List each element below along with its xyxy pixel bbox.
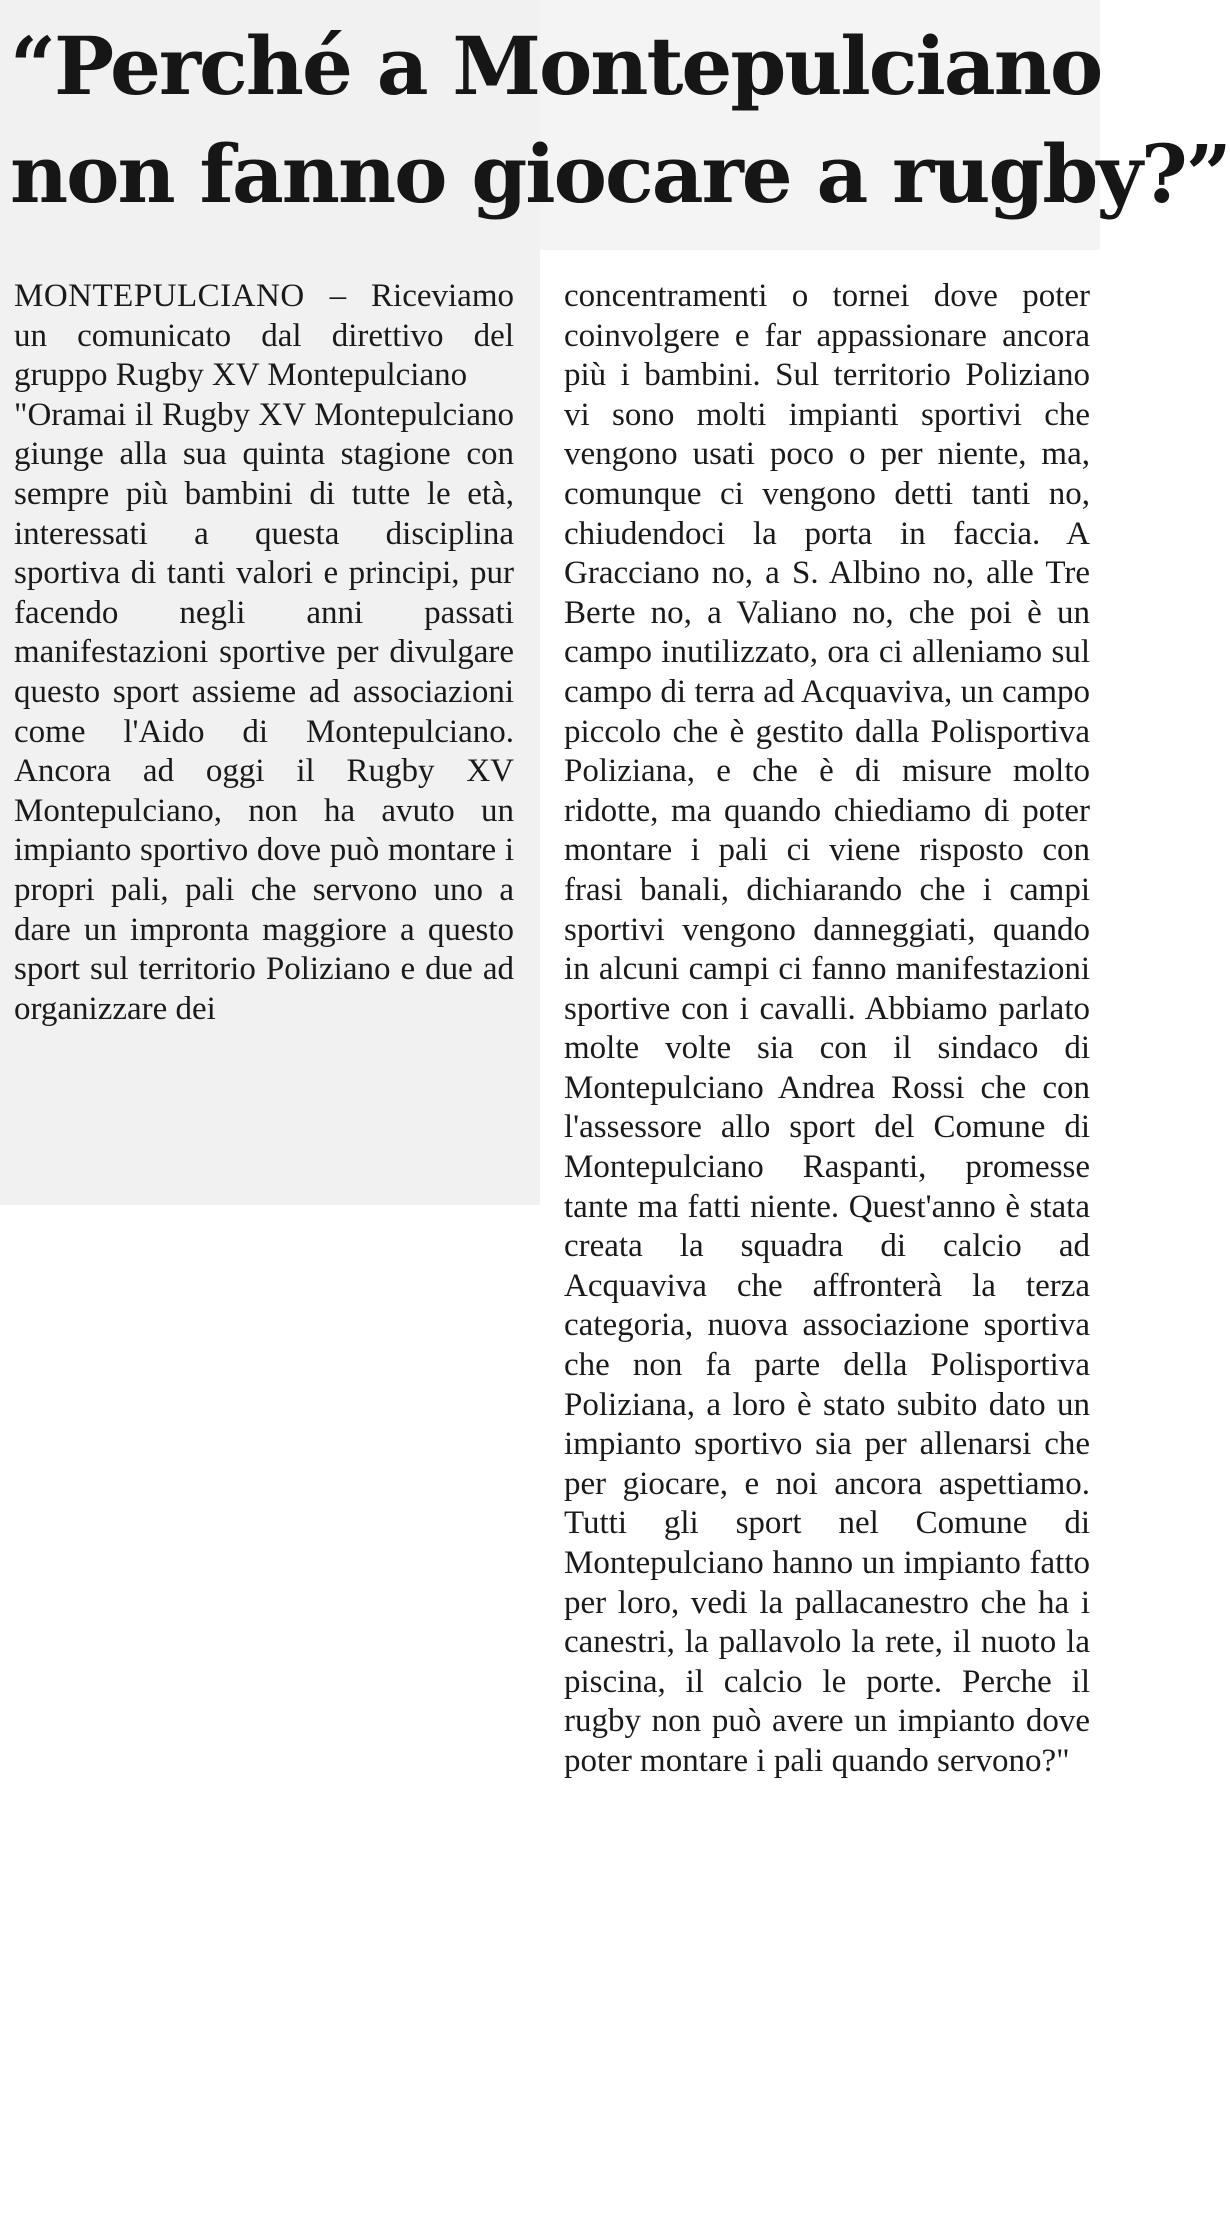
- dateline: MONTEPULCIANO: [14, 278, 305, 314]
- article-column-left: [14, 277, 514, 1029]
- intro-text: – Riceviamo un comunicato dal direttivo del gruppo Rugby XV Montepulciano: [14, 278, 514, 394]
- article-intro: [14, 277, 514, 396]
- article-column-right: [564, 277, 1090, 1782]
- headline-line-1: “Perché a Montepulciano: [10, 19, 1102, 113]
- article-body-right: concentramenti o tornei dove poter coinvolgere e far appassionare ancora più i bambini. Sul territorio Poliziano vi sono molti impianti sportivi che vengono usati poco o per niente, ma, comunque ci vengono detti tanti no, chiudendoci la porta in faccia. A Gracciano no, a S. Albino no, alle Tre Berte no, a Valiano no, che poi è un campo inutilizzato, ora ci alleniamo sul campo di terra ad Acquaviva, un campo piccolo che è gestito dalla Polisportiva Poliziana, e che è di misure molto ridotte, ma quando chiediamo di poter montare i pali ci viene risposto con frasi banali, dichiarando che i campi sportivi vengono danneggiati, quando in alcuni campi ci fanno manifestazioni sportive con i cavalli. Abbiamo parlato molte volte sia con il sindaco di Montepulciano Andrea Rossi che con l'assessore allo sport del Comune di Montepulciano Raspanti, promesse tante ma fatti niente. Quest'anno è stata creata la squadra di calcio ad Acquaviva che affronterà la terza categoria, nuova associazione sportiva che non fa parte della Polisportiva Poliziana, a loro è stato subito dato un impianto sportivo sia per allenarsi che per giocare, e noi ancora aspettiamo. Tutti gli sport nel Comune di Montepulciano hanno un impianto fatto per loro, vedi la pallacanestro che ha i canestri, la pallavolo la rete, il nuoto la piscina, il calcio le porte. Perche il rugby non può avere un impianto dove poter montare i pali quando servono?": [564, 278, 1090, 1779]
- article-headline: [10, 12, 1230, 228]
- headline-line-2: non fanno giocare a rugby?”: [10, 127, 1230, 221]
- article-body-left: "Oramai il Rugby XV Montepulciano giunge alla sua quinta stagione con sempre più bambini di tutte le età, interessati a questa disciplina sportiva di tanti valori e principi, pur facendo negli anni passati manifestazioni sportive per divulgare questo sport assieme ad associazioni come l'Aido di Montepulciano. Ancora ad oggi il Rugby XV Montepulciano, non ha avuto un impianto sportivo dove può montare i propri pali, pali che servono uno a dare un impronta maggiore a questo sport sul territorio Poliziano e due ad organizzare dei: [14, 396, 514, 1027]
